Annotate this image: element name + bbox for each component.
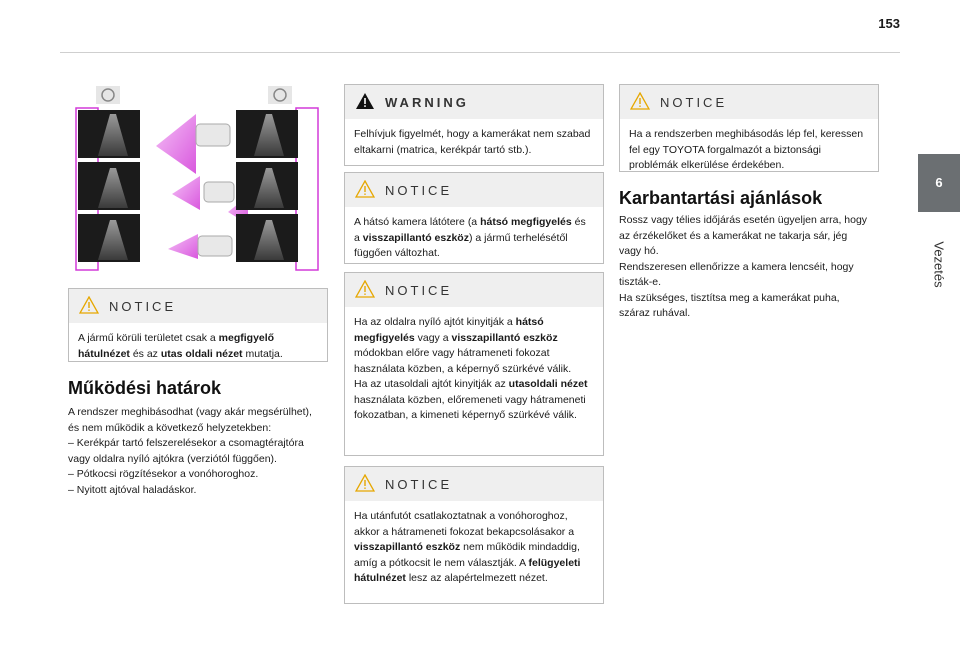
camera-views-figure	[68, 84, 326, 274]
notice-box-col3	[619, 84, 879, 172]
caution-icon	[630, 92, 650, 110]
warning-icon	[355, 92, 375, 110]
notice-text: Ha a rendszerben meghibásodás lép fel, keressen fel egy TOYOTA forgalmazót a biztonsági problémák elkerülése érdekében.	[629, 128, 864, 171]
right-screens	[236, 108, 318, 270]
notice-box-col1	[68, 288, 328, 362]
notice-text: Ha utánfutót csatlakoztatnak a vonóhoroghoz, akkor a hátrameneti fokozat bekapcsolásakor a visszapillantó eszköz nem működik mindaddig, amíg a pótkocsit le nem választják. A felügyeleti hátulnézet lesz az alapértelmezett nézet.	[354, 510, 581, 584]
warning-title: WARNING	[385, 95, 469, 110]
notice-title: NOTICE	[660, 95, 728, 110]
notice-box-col2-1	[344, 172, 604, 264]
warning-box	[344, 84, 604, 166]
maintenance-text: Rossz vagy télies időjárás esetén ügyeljen arra, hogy az érzékelőket és a kamerákat ne takarja sár, jég vagy hó. Rendszeresen ellenőrizze a kamera lencséit, hogy tiszták-e. Ha szükséges, tisztítsa meg a kamerákat puha, száraz ruhával.	[619, 214, 868, 319]
notice-title: NOTICE	[385, 183, 453, 198]
chapter-tab[interactable]: 6	[918, 154, 960, 212]
notice-text: A hátsó kamera látótere (a hátsó megfigyelés és a visszapillantó eszköz) a jármű terhelésétől függően változhat.	[354, 216, 586, 259]
header-divider	[60, 52, 900, 53]
limits-text: A rendszer meghibásodhat (vagy akár megsérülhet), és nem működik a következő helyzetekben: – Kerékpár tartó felszerelésekor a csomagtérajtóra vagy oldalra nyíló ajtókra (verziótól függően). – Pótkocsi rögzítésekor a vonóhoroghoz. – Nyitott ajtóval haladáskor.	[68, 406, 312, 496]
notice-box-col2-2	[344, 272, 604, 456]
section-heading-maintenance: Karbantartási ajánlások	[619, 188, 823, 208]
notice-title: NOTICE	[385, 283, 453, 298]
section-heading-limits: Működési határok	[68, 378, 222, 398]
caution-icon	[355, 474, 375, 492]
notice-box-col2-3	[344, 466, 604, 604]
steering-wheel-icon	[96, 86, 292, 104]
notice-text: A jármű körüli területet csak a megfigyelő hátulnézet és az utas oldali nézet mutatja.	[78, 332, 283, 360]
notice-title: NOTICE	[109, 299, 177, 314]
caution-icon	[355, 280, 375, 298]
chapter-label: Vezetés	[931, 241, 947, 288]
caution-icon	[355, 180, 375, 198]
left-screens	[76, 108, 140, 270]
caution-icon	[79, 296, 99, 314]
warning-text: Felhívjuk figyelmét, hogy a kamerákat nem szabad eltakarni (matrica, kerékpár tartó stb.).	[354, 128, 591, 156]
car-illustration	[156, 114, 248, 259]
page-number: 153	[878, 16, 900, 31]
notice-title: NOTICE	[385, 477, 453, 492]
notice-text: Ha az oldalra nyíló ajtót kinyitják a hátsó megfigyelés vagy a visszapillantó eszköz módokban előre vagy hátrameneti fokozat használata közben, a képernyő szürkévé válik. Ha az utasoldali ajtót kinyitják az utasoldali nézet használata közben, előremeneti vagy hátrameneti fokozatban, a kimeneti képernyő szürkévé válik.	[354, 316, 588, 421]
